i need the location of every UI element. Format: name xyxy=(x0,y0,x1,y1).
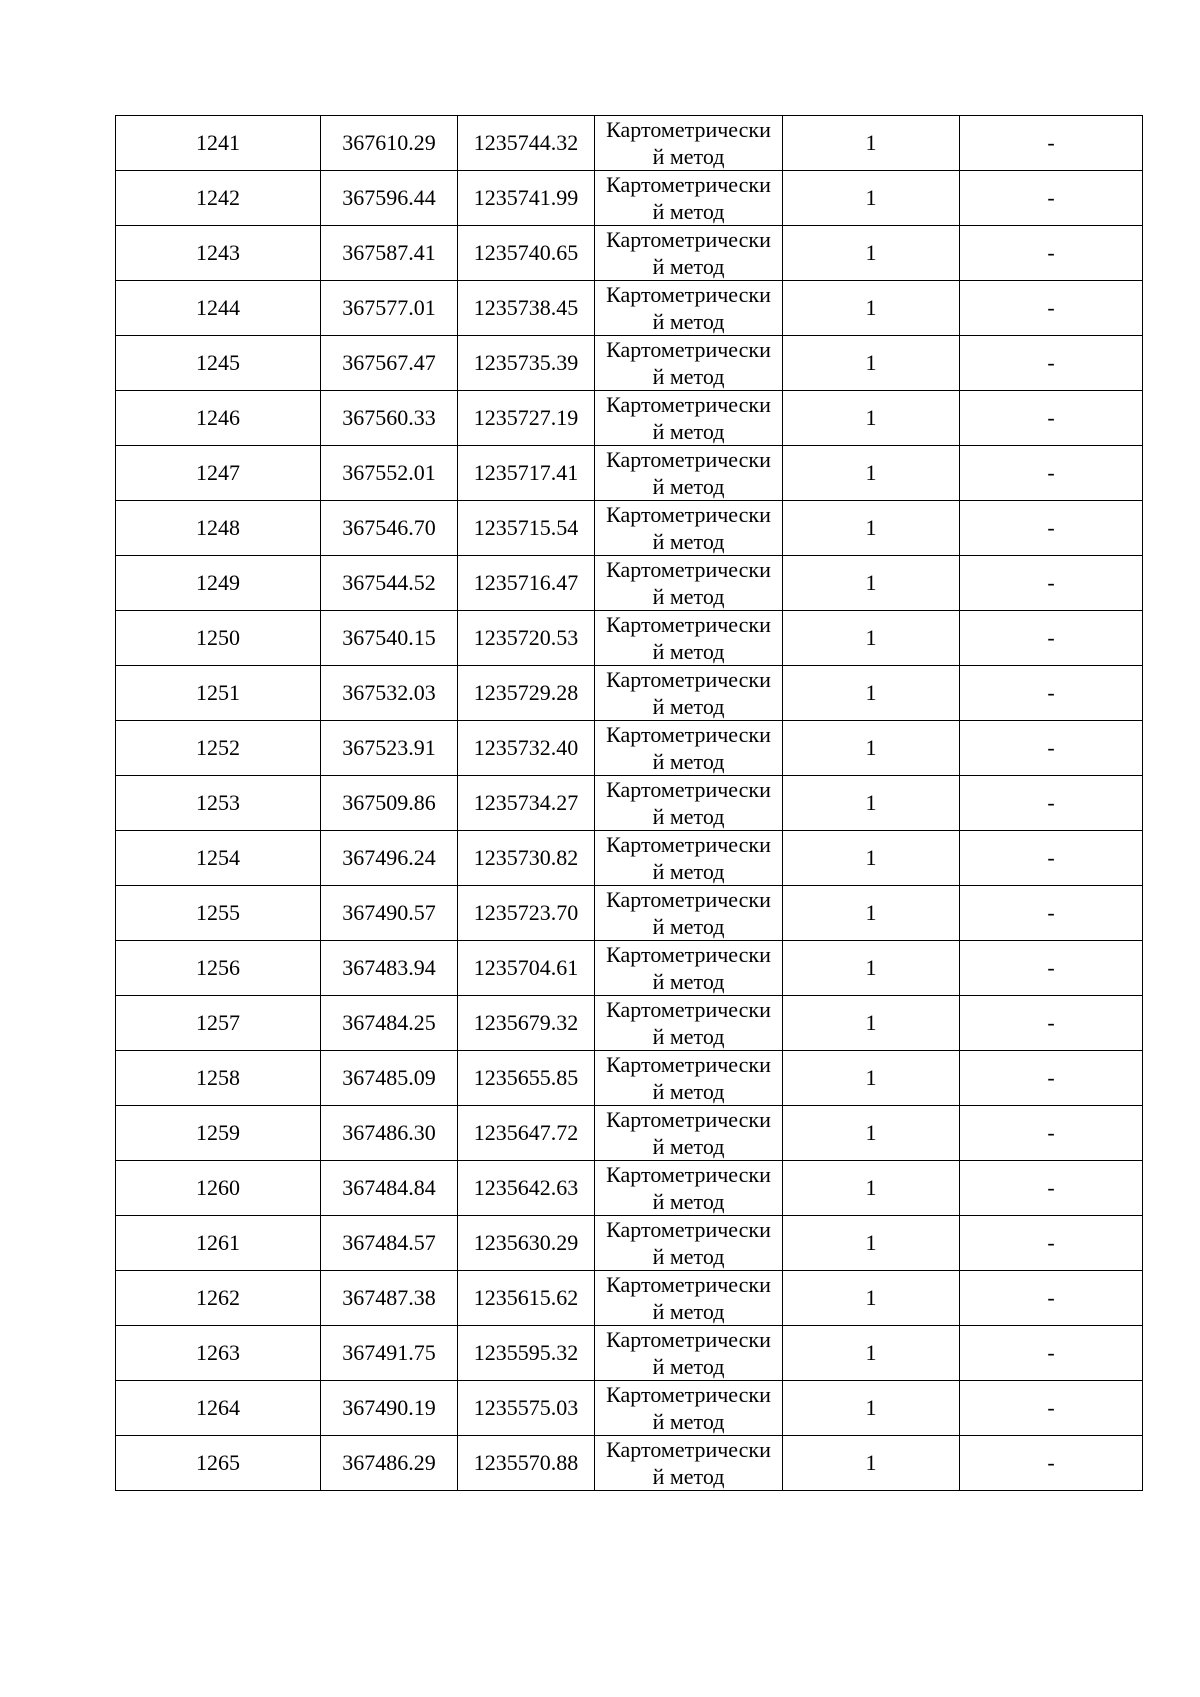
coord-x: 367532.03 xyxy=(321,666,458,721)
method-cell: Картометрически й метод xyxy=(595,1271,783,1326)
coord-y: 1235595.32 xyxy=(458,1326,595,1381)
method-cell: Картометрически й метод xyxy=(595,776,783,831)
accuracy-cell: 1 xyxy=(783,171,960,226)
method-cell: Картометрически й метод xyxy=(595,721,783,776)
coord-x: 367486.30 xyxy=(321,1106,458,1161)
table-row xyxy=(116,1381,1143,1436)
method-cell: Картометрически й метод xyxy=(595,941,783,996)
coord-y: 1235716.47 xyxy=(458,556,595,611)
point-number: 1260 xyxy=(116,1161,321,1216)
point-number: 1245 xyxy=(116,336,321,391)
accuracy-cell: 1 xyxy=(783,941,960,996)
accuracy-cell: 1 xyxy=(783,721,960,776)
coord-y: 1235741.99 xyxy=(458,171,595,226)
method-cell: Картометрически й метод xyxy=(595,1106,783,1161)
table-row xyxy=(116,996,1143,1051)
note-cell: - xyxy=(960,391,1143,446)
coord-y: 1235720.53 xyxy=(458,611,595,666)
note-cell: - xyxy=(960,1216,1143,1271)
note-cell: - xyxy=(960,446,1143,501)
accuracy-cell: 1 xyxy=(783,1161,960,1216)
point-number: 1252 xyxy=(116,721,321,776)
table-row xyxy=(116,666,1143,721)
coord-y: 1235704.61 xyxy=(458,941,595,996)
method-cell: Картометрически й метод xyxy=(595,1216,783,1271)
coord-y: 1235723.70 xyxy=(458,886,595,941)
point-number: 1261 xyxy=(116,1216,321,1271)
point-number: 1254 xyxy=(116,831,321,886)
coord-x: 367587.41 xyxy=(321,226,458,281)
coord-x: 367523.91 xyxy=(321,721,458,776)
coord-x: 367544.52 xyxy=(321,556,458,611)
coordinates-table-body xyxy=(116,116,1143,1491)
coord-y: 1235715.54 xyxy=(458,501,595,556)
coord-x: 367490.57 xyxy=(321,886,458,941)
accuracy-cell: 1 xyxy=(783,1436,960,1491)
table-row xyxy=(116,776,1143,831)
accuracy-cell: 1 xyxy=(783,1216,960,1271)
coord-x: 367496.24 xyxy=(321,831,458,886)
point-number: 1249 xyxy=(116,556,321,611)
method-cell: Картометрически й метод xyxy=(595,1051,783,1106)
coord-y: 1235717.41 xyxy=(458,446,595,501)
note-cell: - xyxy=(960,226,1143,281)
accuracy-cell: 1 xyxy=(783,501,960,556)
point-number: 1242 xyxy=(116,171,321,226)
point-number: 1250 xyxy=(116,611,321,666)
coord-y: 1235732.40 xyxy=(458,721,595,776)
method-cell: Картометрически й метод xyxy=(595,831,783,886)
coord-y: 1235738.45 xyxy=(458,281,595,336)
coord-x: 367509.86 xyxy=(321,776,458,831)
method-cell: Картометрически й метод xyxy=(595,1326,783,1381)
coordinates-table xyxy=(115,115,1143,1491)
method-cell: Картометрически й метод xyxy=(595,611,783,666)
coord-y: 1235642.63 xyxy=(458,1161,595,1216)
table-row xyxy=(116,1051,1143,1106)
table-row xyxy=(116,1106,1143,1161)
note-cell: - xyxy=(960,171,1143,226)
coord-y: 1235575.03 xyxy=(458,1381,595,1436)
coord-x: 367484.25 xyxy=(321,996,458,1051)
table-row xyxy=(116,831,1143,886)
coord-x: 367483.94 xyxy=(321,941,458,996)
note-cell: - xyxy=(960,1381,1143,1436)
method-cell: Картометрически й метод xyxy=(595,886,783,941)
accuracy-cell: 1 xyxy=(783,611,960,666)
coord-x: 367552.01 xyxy=(321,446,458,501)
accuracy-cell: 1 xyxy=(783,391,960,446)
accuracy-cell: 1 xyxy=(783,1381,960,1436)
note-cell: - xyxy=(960,281,1143,336)
coord-x: 367546.70 xyxy=(321,501,458,556)
point-number: 1258 xyxy=(116,1051,321,1106)
accuracy-cell: 1 xyxy=(783,831,960,886)
coord-x: 367487.38 xyxy=(321,1271,458,1326)
point-number: 1246 xyxy=(116,391,321,446)
coord-y: 1235744.32 xyxy=(458,116,595,171)
note-cell: - xyxy=(960,666,1143,721)
coord-x: 367596.44 xyxy=(321,171,458,226)
table-row xyxy=(116,721,1143,776)
point-number: 1255 xyxy=(116,886,321,941)
coord-x: 367491.75 xyxy=(321,1326,458,1381)
method-cell: Картометрически й метод xyxy=(595,1436,783,1491)
coord-y: 1235615.62 xyxy=(458,1271,595,1326)
point-number: 1244 xyxy=(116,281,321,336)
note-cell: - xyxy=(960,556,1143,611)
table-row xyxy=(116,501,1143,556)
coord-x: 367540.15 xyxy=(321,611,458,666)
note-cell: - xyxy=(960,336,1143,391)
accuracy-cell: 1 xyxy=(783,116,960,171)
accuracy-cell: 1 xyxy=(783,226,960,281)
coord-y: 1235647.72 xyxy=(458,1106,595,1161)
accuracy-cell: 1 xyxy=(783,666,960,721)
method-cell: Картометрически й метод xyxy=(595,226,783,281)
note-cell: - xyxy=(960,1161,1143,1216)
note-cell: - xyxy=(960,831,1143,886)
table-row xyxy=(116,446,1143,501)
method-cell: Картометрически й метод xyxy=(595,556,783,611)
table-row xyxy=(116,941,1143,996)
note-cell: - xyxy=(960,941,1143,996)
table-row xyxy=(116,556,1143,611)
coord-y: 1235740.65 xyxy=(458,226,595,281)
accuracy-cell: 1 xyxy=(783,446,960,501)
point-number: 1243 xyxy=(116,226,321,281)
coord-x: 367484.57 xyxy=(321,1216,458,1271)
point-number: 1247 xyxy=(116,446,321,501)
accuracy-cell: 1 xyxy=(783,1326,960,1381)
method-cell: Картометрически й метод xyxy=(595,446,783,501)
accuracy-cell: 1 xyxy=(783,1271,960,1326)
coord-y: 1235630.29 xyxy=(458,1216,595,1271)
method-cell: Картометрически й метод xyxy=(595,1161,783,1216)
note-cell: - xyxy=(960,1106,1143,1161)
point-number: 1263 xyxy=(116,1326,321,1381)
note-cell: - xyxy=(960,1326,1143,1381)
note-cell: - xyxy=(960,776,1143,831)
coord-y: 1235729.28 xyxy=(458,666,595,721)
point-number: 1253 xyxy=(116,776,321,831)
method-cell: Картометрически й метод xyxy=(595,1381,783,1436)
point-number: 1248 xyxy=(116,501,321,556)
point-number: 1256 xyxy=(116,941,321,996)
method-cell: Картометрически й метод xyxy=(595,116,783,171)
accuracy-cell: 1 xyxy=(783,1051,960,1106)
note-cell: - xyxy=(960,996,1143,1051)
table-row xyxy=(116,116,1143,171)
point-number: 1251 xyxy=(116,666,321,721)
note-cell: - xyxy=(960,1271,1143,1326)
method-cell: Картометрически й метод xyxy=(595,666,783,721)
note-cell: - xyxy=(960,611,1143,666)
method-cell: Картометрически й метод xyxy=(595,171,783,226)
point-number: 1264 xyxy=(116,1381,321,1436)
note-cell: - xyxy=(960,886,1143,941)
method-cell: Картометрически й метод xyxy=(595,281,783,336)
coord-y: 1235730.82 xyxy=(458,831,595,886)
coord-x: 367560.33 xyxy=(321,391,458,446)
note-cell: - xyxy=(960,1436,1143,1491)
coord-x: 367484.84 xyxy=(321,1161,458,1216)
method-cell: Картометрически й метод xyxy=(595,501,783,556)
table-row xyxy=(116,1436,1143,1491)
accuracy-cell: 1 xyxy=(783,776,960,831)
coord-y: 1235655.85 xyxy=(458,1051,595,1106)
accuracy-cell: 1 xyxy=(783,281,960,336)
point-number: 1265 xyxy=(116,1436,321,1491)
table-row xyxy=(116,336,1143,391)
coord-y: 1235735.39 xyxy=(458,336,595,391)
coord-x: 367485.09 xyxy=(321,1051,458,1106)
accuracy-cell: 1 xyxy=(783,996,960,1051)
point-number: 1257 xyxy=(116,996,321,1051)
table-row xyxy=(116,886,1143,941)
coord-x: 367490.19 xyxy=(321,1381,458,1436)
coord-x: 367486.29 xyxy=(321,1436,458,1491)
table-row xyxy=(116,1271,1143,1326)
table-row xyxy=(116,1326,1143,1381)
method-cell: Картометрически й метод xyxy=(595,336,783,391)
coord-y: 1235570.88 xyxy=(458,1436,595,1491)
coord-x: 367610.29 xyxy=(321,116,458,171)
accuracy-cell: 1 xyxy=(783,886,960,941)
note-cell: - xyxy=(960,721,1143,776)
accuracy-cell: 1 xyxy=(783,336,960,391)
coord-y: 1235734.27 xyxy=(458,776,595,831)
table-row xyxy=(116,226,1143,281)
point-number: 1259 xyxy=(116,1106,321,1161)
note-cell: - xyxy=(960,116,1143,171)
point-number: 1262 xyxy=(116,1271,321,1326)
coord-y: 1235679.32 xyxy=(458,996,595,1051)
method-cell: Картометрически й метод xyxy=(595,391,783,446)
coord-x: 367577.01 xyxy=(321,281,458,336)
coord-y: 1235727.19 xyxy=(458,391,595,446)
table-row xyxy=(116,1161,1143,1216)
table-row xyxy=(116,391,1143,446)
table-row xyxy=(116,281,1143,336)
table-row xyxy=(116,1216,1143,1271)
table-row xyxy=(116,171,1143,226)
method-cell: Картометрически й метод xyxy=(595,996,783,1051)
note-cell: - xyxy=(960,501,1143,556)
accuracy-cell: 1 xyxy=(783,1106,960,1161)
accuracy-cell: 1 xyxy=(783,556,960,611)
coord-x: 367567.47 xyxy=(321,336,458,391)
table-row xyxy=(116,611,1143,666)
note-cell: - xyxy=(960,1051,1143,1106)
point-number: 1241 xyxy=(116,116,321,171)
